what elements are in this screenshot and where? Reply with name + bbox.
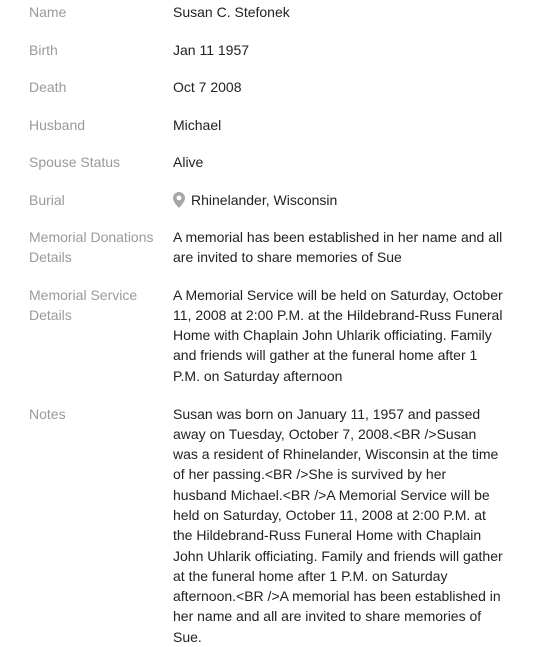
death-value: Oct 7 2008	[173, 77, 503, 97]
row-notes	[0, 402, 540, 647]
memorial-donations-value: A memorial has been established in her name and all are invited to share memories of Sue	[173, 227, 503, 268]
row-memorial-service	[0, 283, 540, 402]
burial-location-link[interactable]	[173, 190, 337, 210]
death-label: Death	[0, 77, 173, 97]
row-memorial-donations	[0, 225, 540, 283]
name-label: Name	[0, 2, 173, 22]
row-spouse-status	[0, 150, 540, 188]
birth-label: Birth	[0, 40, 173, 60]
husband-label: Husband	[0, 115, 173, 135]
memorial-donations-label	[0, 227, 173, 268]
spouse-status-label: Spouse Status	[0, 152, 173, 172]
row-husband	[0, 113, 540, 151]
spouse-status-value: Alive	[173, 152, 503, 172]
memorial-service-label-line2: Details	[29, 305, 173, 325]
location-pin-icon	[173, 192, 185, 208]
husband-value: Michael	[173, 115, 503, 135]
birth-value: Jan 11 1957	[173, 40, 503, 60]
burial-label: Burial	[0, 190, 173, 210]
notes-label: Notes	[0, 404, 173, 424]
memorial-service-label	[0, 285, 173, 326]
memorial-donations-label-line2: Details	[29, 247, 173, 267]
burial-value[interactable]	[173, 190, 503, 213]
row-burial	[0, 188, 540, 226]
memorial-donations-label-line1: Memorial Donations	[29, 227, 173, 247]
row-birth	[0, 38, 540, 76]
burial-place-text: Rhinelander, Wisconsin	[191, 190, 337, 210]
name-value: Susan C. Stefonek	[173, 2, 503, 22]
row-name	[0, 0, 540, 38]
row-death	[0, 75, 540, 113]
notes-value: Susan was born on January 11, 1957 and passed away on Tuesday, October 7, 2008.<BR />Susan was a resident of Rhinelander, Wisconsin at the time of her passing.<BR />She is survived by her husband Michael.<BR />A Memorial Service will be held on Saturday, October 11, 2008 at 2:00 P.M. at the Hildebrand-Russ Funeral Home with Chaplain John Uhlarik officiating. Family and friends will gather at the funeral home after 1 P.M. on Saturday afternoon.<BR />A memorial has been established in her name and all are invited to share memories of Sue.	[173, 404, 503, 647]
memorial-service-value: A Memorial Service will be held on Saturday, October 11, 2008 at 2:00 P.M. at the Hildebrand-Russ Funeral Home with Chaplain John Uhlarik officiating. Family and friends will gather at the funeral home after 1 P.M. on Saturday afternoon	[173, 285, 503, 386]
memorial-service-label-line1: Memorial Service	[29, 285, 173, 305]
